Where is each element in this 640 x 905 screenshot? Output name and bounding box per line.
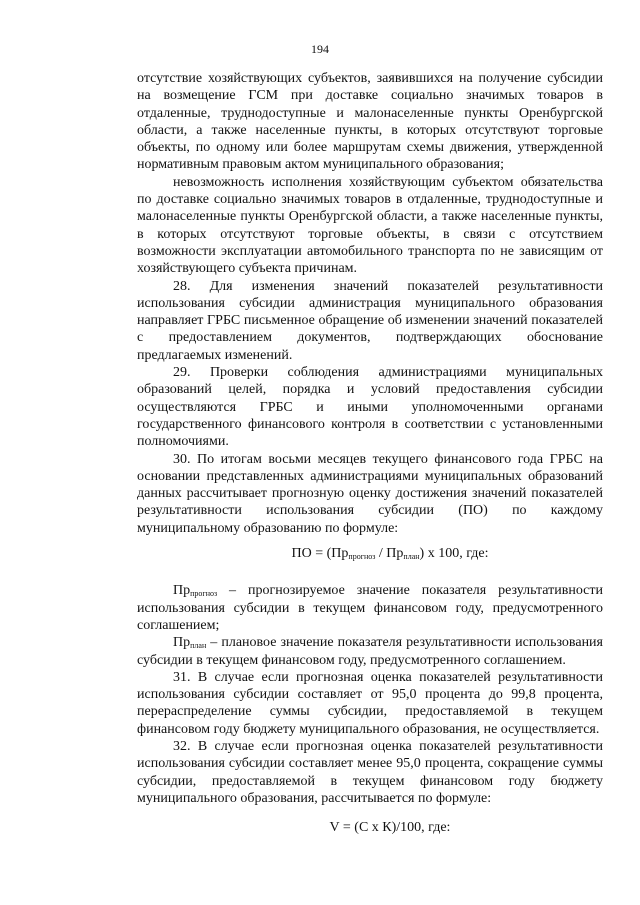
paragraph-29: 29. Проверки соблюдения администрациями муниципальных образований целей, порядка и условий предоставления субсидии осуществляются ГРБС и иными уполномоченными органами государственного финансового контроля в соответствии с установленными полномочиями. (137, 365, 603, 450)
document-body (137, 70, 603, 836)
definition-forecast-symbol: Пр (173, 583, 191, 599)
definition-plan (137, 634, 603, 669)
definition-plan-sub: план (190, 641, 207, 651)
definition-forecast-sub: прогноз (190, 589, 218, 599)
paragraph-absence-of-entities: отсутствие хозяйствующих субъектов, заявившихся на получение субсидии на возмещение ГСМ при доставке социально значимых товаров в отдаленные, труднодоступные и малонаселенные пункты Оренбургской области, а также населенные пункты, в которых отсутствуют торговые объекты, по одному или более маршрутам схемы движения, утвержденной нормативным правовым актом муниципального образования; (137, 71, 603, 173)
formula-v: V = (C x К)/100, где: (329, 820, 451, 836)
paragraph-30: 30. По итогам восьми месяцев текущего финансового года ГРБС на основании представленных администрациями муниципальных образований данных рассчитывает прогнозную оценку достижения значений показателей результативности использования субсидии (ПО) по каждому муниципальному образованию по формуле: (137, 451, 603, 536)
paragraph-31: 31. В случае если прогнозная оценка показателей результативности использования субсидии составляет от 95,0 процента до 99,8 процента, перераспределение суммы субсидии, предоставляемой в текущем финансовом году бюджету муниципального образования, не осуществляется. (137, 669, 603, 737)
formula-po-sub-plan: план (403, 552, 420, 562)
definition-forecast-text: – прогнозируемое значение показателя результативности использования субсидии в текущем финансовом году, предусмотренного соглашением; (137, 583, 603, 633)
definition-plan-symbol: Пр (173, 635, 191, 651)
definition-plan-text: – плановое значение показателя результативности использования субсидии в текущем финансовом году, предусмотренного соглашением. (137, 635, 603, 668)
formula-po-sub-forecast: прогноз (348, 552, 376, 562)
formula-po-lhs: ПО = (Пр (291, 546, 349, 562)
formula-po-rhs: ) x 100, где: (419, 546, 489, 562)
paragraph-32: 32. В случае если прогнозная оценка показателей результативности использования субсидии составляет менее 95,0 процента, сокращение суммы субсидии, предоставляемой в текущем финансовом году бюджету муниципального образования, рассчитывается по формуле: (137, 738, 603, 806)
formula-po-mid: / Пр (375, 546, 404, 562)
paragraph-impossibility: невозможность исполнения хозяйствующим субъектом обязательства по доставке социально значимых товаров в отдаленные, труднодоступные и малонаселенные пункты Оренбургской области, а также населенные пункты, в которых отсутствуют торговые объекты, в связи с отсутствием возможности эксплуатации автомобильного транспорта по не зависящим от хозяйствующего субъекта причинам. (137, 174, 603, 277)
formula-po (137, 545, 603, 562)
definition-forecast (137, 582, 603, 634)
paragraph-28: 28. Для изменения значений показателей результативности использования субсидии администрация муниципального образования направляет ГРБС письменное обращение об изменении значений показателей с предоставлением документов, подтверждающих обоснование предлагаемых изменений. (137, 278, 603, 363)
page-number: 194 (311, 42, 329, 56)
